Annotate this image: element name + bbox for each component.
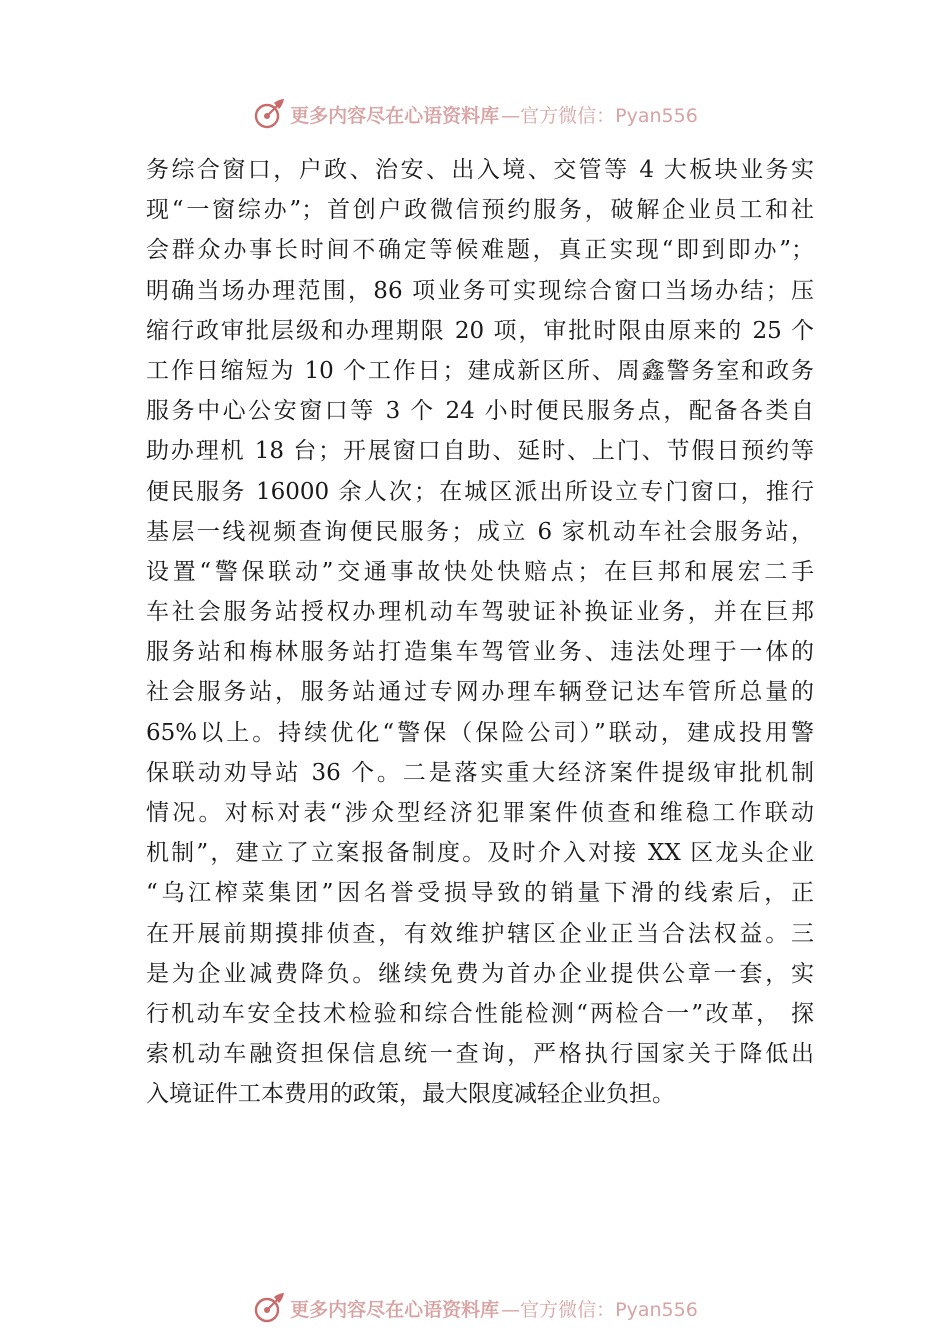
quill-seal-logo-icon xyxy=(252,1291,286,1325)
body-line: 助办理机 18 台；开展窗口自助、延时、上门、节假日预约等 xyxy=(146,438,814,465)
header-banner-title: 更多内容尽在心语资料库 xyxy=(290,104,500,127)
body-line: 是为企业减费降负。继续免费为首办企业提供公章一套，实 xyxy=(146,960,814,987)
body-line: 便民服务 16000 余人次；在城区派出所设立专门窗口，推行 xyxy=(146,478,814,505)
body-line: 基层一线视频查询便民服务；成立 6 家机动车社会服务站， xyxy=(146,518,814,545)
body-line: 设置“警保联动”交通事故快处快赔点；在巨邦和展宏二手 xyxy=(146,558,814,585)
body-line: 工作日缩短为 10 个工作日；建成新区所、周鑫警务室和政务 xyxy=(146,357,814,384)
body-line: 行机动车安全技术检验和综合性能检测“两检合一”改革， 探 xyxy=(146,1000,814,1027)
body-line: 65%以上。持续优化“警保（保险公司）”联动，建成投用警 xyxy=(146,719,814,746)
body-line: 服务站和梅林服务站打造集车驾管业务、违法处理于一体的 xyxy=(146,639,814,666)
body-line: 社会服务站，服务站通过专网办理车辆登记达车管所总量的 xyxy=(146,679,814,706)
footer-banner-title: 更多内容尽在心语资料库 xyxy=(290,1298,500,1321)
body-line: 现“一窗综办”；首创户政微信预约服务，破解企业员工和社 xyxy=(146,197,814,224)
body-line: 务综合窗口，户政、治安、出入境、交管等 4 大板块业务实 xyxy=(146,157,814,183)
body-line: 明确当场办理范围，86 项业务可实现综合窗口当场办结；压 xyxy=(146,277,814,304)
body-line: 在开展前期摸排侦查，有效维护辖区企业正当合法权益。三 xyxy=(146,920,814,947)
quill-seal-logo-icon xyxy=(252,97,286,131)
document-body xyxy=(146,150,814,1115)
body-line: “乌江榨菜集团”因名誉受损导致的销量下滑的线索后，正 xyxy=(146,880,814,907)
body-line: 索机动车融资担保信息统一查询，严格执行国家关于降低出 xyxy=(146,1041,814,1068)
body-line: 入境证件工本费用的政策，最大限度减轻企业负担。 xyxy=(146,1081,675,1108)
footer-banner xyxy=(0,1288,950,1328)
footer-banner-wechat: —官方微信：Pyan556 xyxy=(501,1298,698,1321)
body-line: 车社会服务站授权办理机动车驾驶证补换证业务，并在巨邦 xyxy=(146,599,814,626)
body-line: 缩行政审批层级和办理期限 20 项，审批时限由原来的 25 个 xyxy=(146,317,814,344)
body-line: 保联动劝导站 36 个。二是落实重大经济案件提级审批机制 xyxy=(146,759,814,786)
body-line: 机制”，建立了立案报备制度。及时介入对接 XX 区龙头企业 xyxy=(146,840,814,867)
header-banner-wechat: —官方微信：Pyan556 xyxy=(501,104,698,127)
body-line: 服务中心公安窗口等 3 个 24 小时便民服务点，配备各类自 xyxy=(146,398,814,425)
body-line: 情况。对标对表“涉众型经济犯罪案件侦查和维稳工作联动 xyxy=(146,800,814,826)
header-banner xyxy=(0,94,950,134)
body-line: 会群众办事长时间不确定等候难题，真正实现“即到即办”； xyxy=(146,237,814,264)
